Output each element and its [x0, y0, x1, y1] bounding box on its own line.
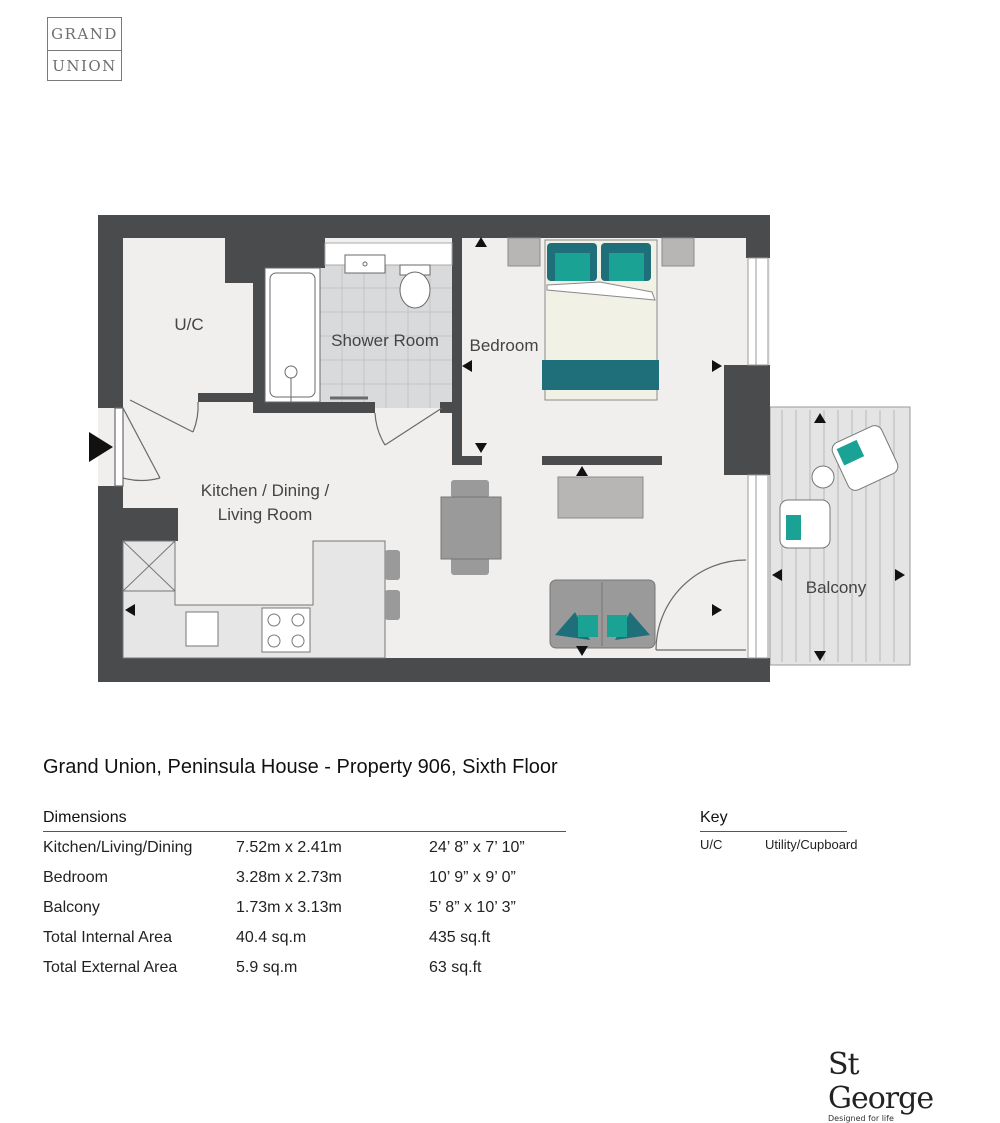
dimensions-row — [43, 839, 603, 869]
brand-tagline: Designed for life — [828, 1114, 894, 1123]
dimension-imperial: 5’ 8” x 10’ 3” — [429, 899, 516, 916]
dimension-imperial: 24’ 8” x 7’ 10” — [429, 839, 525, 856]
dimension-room: Balcony — [43, 899, 100, 916]
dimension-room: Bedroom — [43, 869, 108, 886]
dimension-room: Kitchen/Living/Dining — [43, 839, 193, 856]
logo-line-1: GRAND — [51, 25, 118, 43]
dimensions-row — [43, 929, 603, 959]
tv-unit — [558, 477, 643, 518]
room-label-uc: U/C — [174, 315, 204, 334]
dimension-room: Total External Area — [43, 959, 178, 976]
room-label-balcony: Balcony — [805, 578, 867, 597]
st-george-logo — [828, 1048, 968, 1123]
key-abbreviation: U/C — [700, 837, 723, 852]
logo-line-2: UNION — [52, 57, 117, 75]
dimension-metric: 1.73m x 3.13m — [236, 899, 342, 916]
dimensions-row — [43, 959, 603, 989]
dimension-room: Total Internal Area — [43, 929, 172, 946]
basin — [345, 255, 385, 273]
toilet — [400, 265, 430, 308]
room-label-shower-room: Shower Room — [331, 331, 439, 350]
dimensions-divider — [43, 831, 566, 832]
key-heading: Key — [700, 809, 728, 826]
key-meaning: Utility/Cupboard — [765, 837, 858, 852]
dimension-metric: 3.28m x 2.73m — [236, 869, 342, 886]
key-divider — [700, 831, 847, 832]
room-label-bedroom: Bedroom — [469, 336, 539, 355]
bath — [265, 268, 320, 402]
dimension-metric: 7.52m x 2.41m — [236, 839, 342, 856]
bathroom-counter — [325, 243, 452, 265]
dimension-metric: 40.4 sq.m — [236, 929, 307, 946]
room-label-kitchen-line2: Living Room — [217, 505, 313, 524]
dimension-imperial: 10’ 9” x 9’ 0” — [429, 869, 516, 886]
dimension-imperial: 435 sq.ft — [429, 929, 491, 946]
room-label-kitchen-line1: Kitchen / Dining / — [200, 481, 330, 500]
dimension-imperial: 63 sq.ft — [429, 959, 482, 976]
dimensions-row — [43, 869, 603, 899]
dimension-metric: 5.9 sq.m — [236, 959, 298, 976]
dimensions-heading: Dimensions — [43, 809, 127, 826]
brand-name: St George — [828, 1047, 934, 1116]
sofa — [550, 580, 655, 648]
dimensions-row — [43, 899, 603, 929]
property-title: Grand Union, Peninsula House - Property 906, Sixth Floor — [43, 756, 558, 778]
